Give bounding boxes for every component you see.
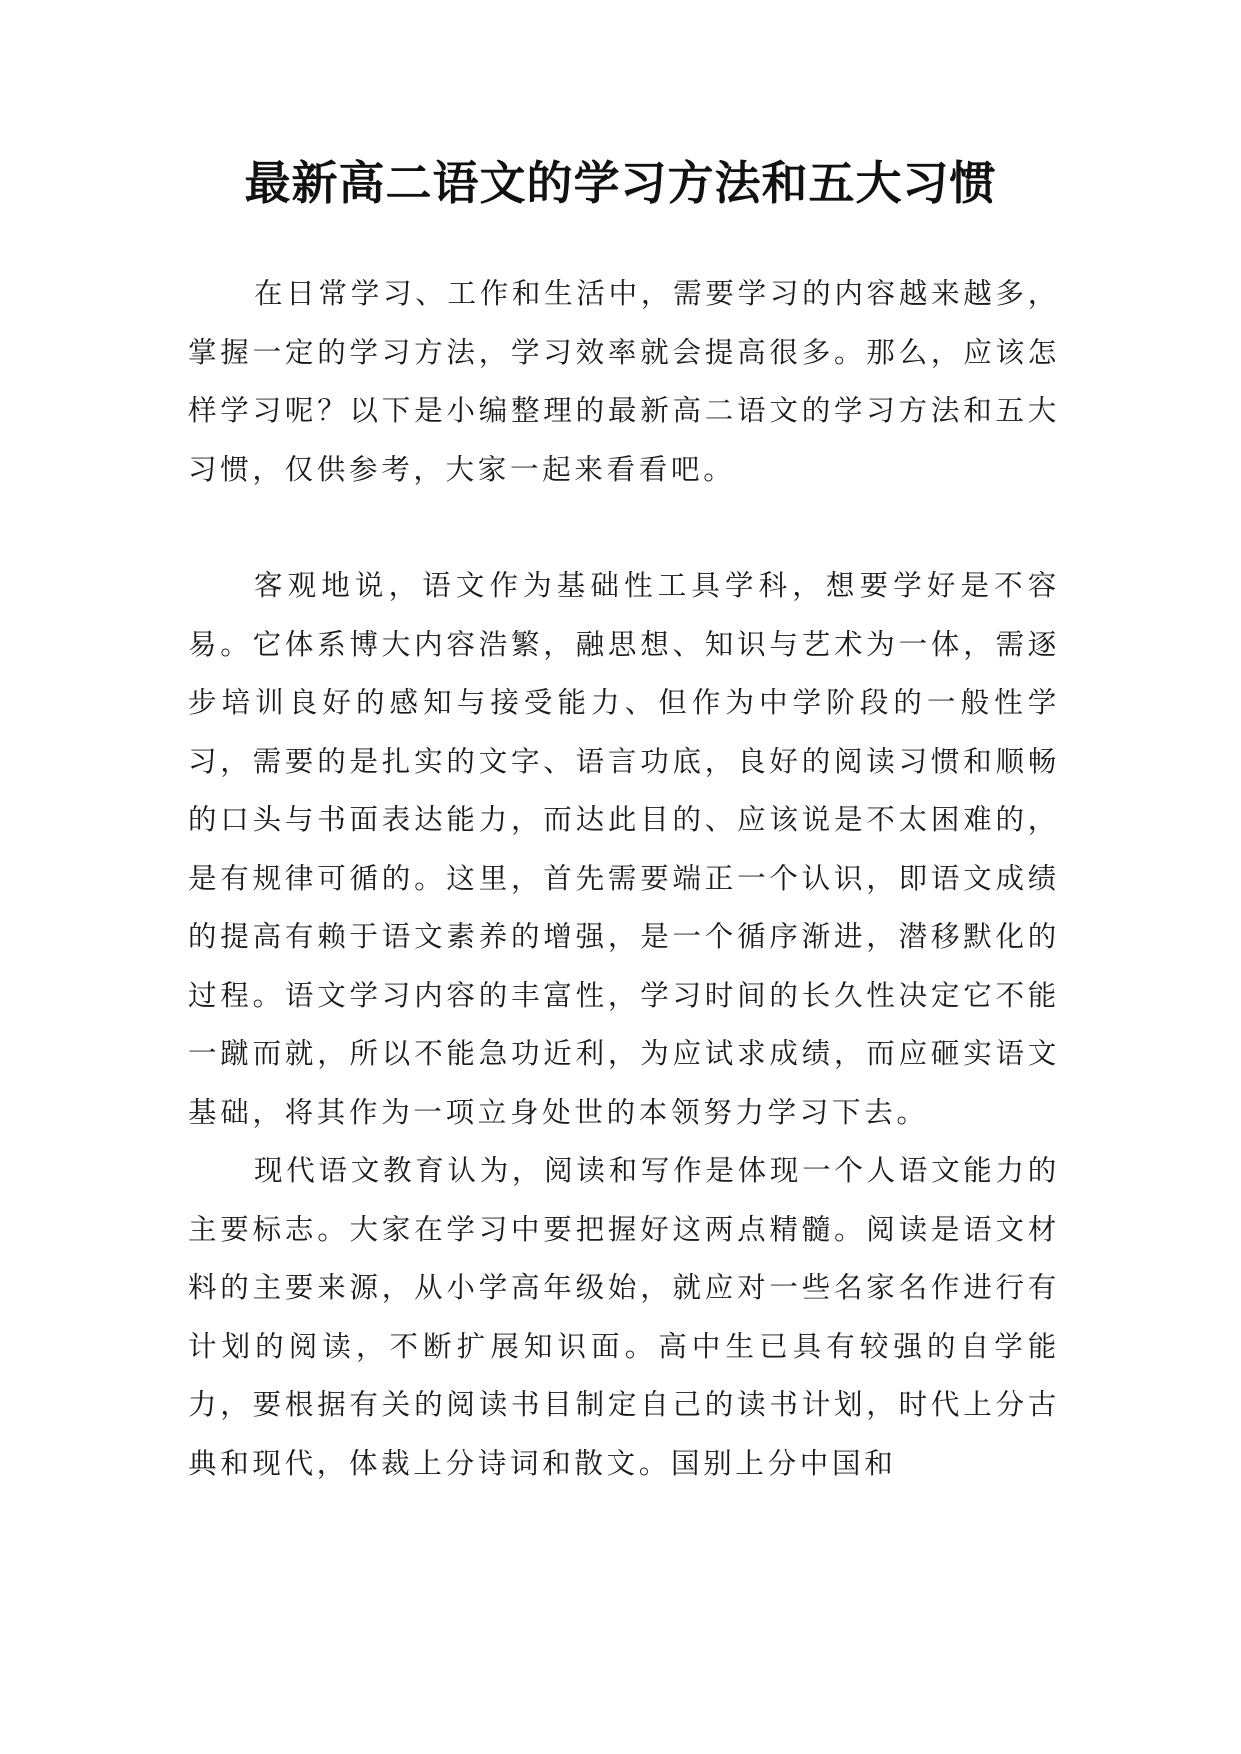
paragraph-modern-education: 现代语文教育认为，阅读和写作是体现一个人语文能力的主要标志。大家在学习中要把握好这两点精髓。阅读是语文材料的主要来源，从小学高年级始，就应对一些名家名作进行有计划的阅读，不断扩展知识面。高中生已具有较强的自学能力，要根据有关的阅读书目制定自己的读书计划，时代上分古典和现代，体裁上分诗词和散文。国别上分中国和 [188, 1154, 1060, 1480]
document-body [188, 265, 1060, 1493]
paragraph-intro: 在日常学习、工作和生活中，需要学习的内容越来越多，掌握一定的学习方法，学习效率就会提高很多。那么，应该怎样学习呢？以下是小编整理的最新高二语文的学习方法和五大习惯，仅供参考，大家一起来看看吧。 [188, 277, 1060, 486]
document-title: 最新高二语文的学习方法和五大习惯 [244, 156, 997, 210]
paragraph-spacer [188, 499, 1060, 557]
paragraph-objective-view: 客观地说，语文作为基础性工具学科，想要学好是不容易。它体系博大内容浩繁，融思想、知识与艺术为一体，需逐步培训良好的感知与接受能力、但作为中学阶段的一般性学习，需要的是扎实的文字、语言功底，良好的阅读习惯和顺畅的口头与书面表达能力，而达此目的、应该说是不太困难的，是有规律可循的。这里，首先需要端正一个认识，即语文成绩的提高有赖于语文素养的增强，是一个循序渐进，潜移默化的过程。语文学习内容的丰富性，学习时间的长久性决定它不能一蹴而就，所以不能急功近利，为应试求成绩，而应砸实语文基础，将其作为一项立身处世的本领努力学习下去。 [188, 569, 1060, 1129]
